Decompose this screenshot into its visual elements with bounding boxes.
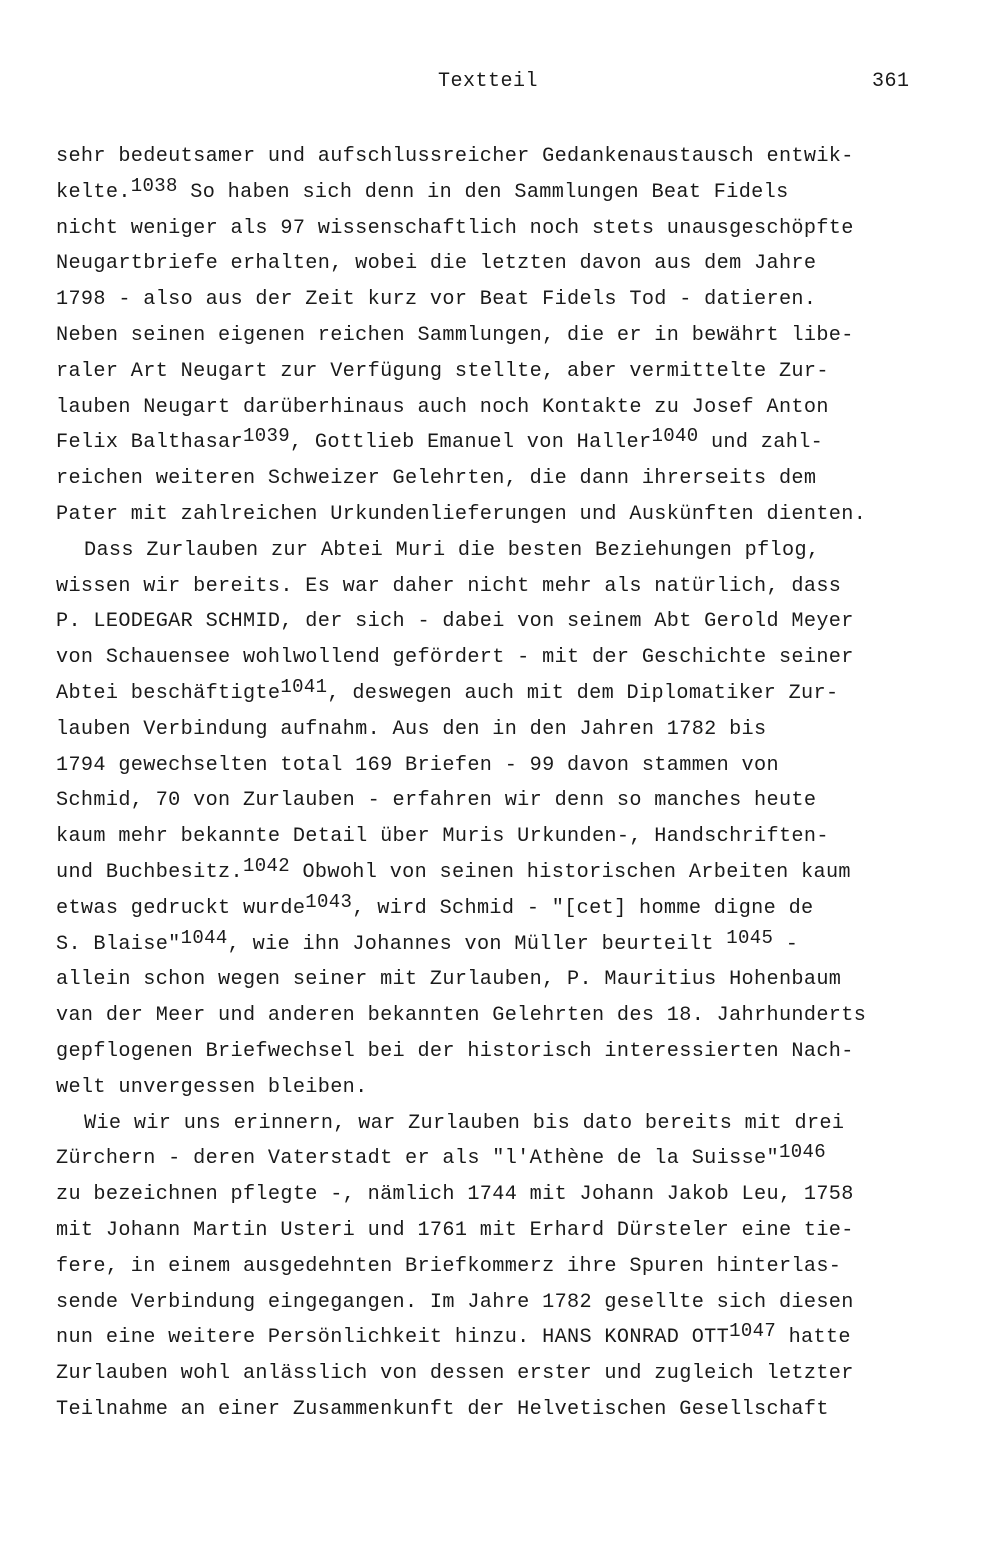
text-line: allein schon wegen seiner mit Zurlauben, P. Mauritius Hohenbaum xyxy=(56,968,842,992)
text-line: nicht weniger als 97 wissenschaftlich noch stets unausgeschöpfte xyxy=(56,216,854,240)
body-text xyxy=(56,139,956,1428)
text-line: lauben Neugart darüberhinaus auch noch Kontakte zu Josef Anton xyxy=(56,395,829,419)
text-line: von Schauensee wohlwollend gefördert - mit der Geschichte seiner xyxy=(56,646,854,670)
footnote-ref: 1047 xyxy=(729,1320,777,1343)
text-line: Dass Zurlauben zur Abtei Muri die besten Beziehungen pflog, xyxy=(84,538,820,562)
footnote-ref: 1045 xyxy=(726,926,774,949)
text-line: fere, in einem ausgedehnten Briefkommerz ihre Spuren hinterlas- xyxy=(56,1254,842,1278)
text-line: P. LEODEGAR SCHMID, der sich - dabei von seinem Abt Gerold Meyer xyxy=(56,610,854,634)
footnote-ref: 1038 xyxy=(130,174,178,197)
footnote-ref: 1039 xyxy=(242,425,290,448)
text-line: Zürchern - deren Vaterstadt er als "l'Athène de la Suisse"$^{1046}$ xyxy=(56,1141,826,1171)
text-line: 1794 gewechselten total 169 Briefen - 99 davon stammen von xyxy=(56,753,779,777)
text-line: welt unvergessen bleiben. xyxy=(56,1075,368,1099)
text-line: sende Verbindung eingegangen. Im Jahre 1782 gesellte sich diesen xyxy=(56,1290,854,1314)
text-line: lauben Verbindung aufnahm. Aus den in den Jahren 1782 bis xyxy=(56,717,767,741)
text-line: nun eine weitere Persönlichkeit hinzu. HANS KONRAD $OTT^{1047}$ hatte xyxy=(56,1320,851,1350)
text-line: Pater mit zahlreichen Urkundenlieferungen und Auskünften dienten. xyxy=(56,502,867,526)
running-header-title: Textteil xyxy=(438,70,539,93)
text-line: Neugartbriefe erhalten, wobei die letzten davon aus dem Jahre xyxy=(56,252,817,276)
text-line: 1798 - also aus der Zeit kurz vor Beat Fidels Tod - datieren. xyxy=(56,288,817,312)
footnote-ref: 1046 xyxy=(778,1141,826,1164)
footnote-ref: 1041 xyxy=(280,675,328,698)
page-number: 361 xyxy=(872,70,910,93)
footnote-ref: 1040 xyxy=(651,425,699,448)
text-line: mit Johann Martin Usteri und 1761 mit Erhard Dürsteler eine tie- xyxy=(56,1218,854,1242)
text-line: Wie wir uns erinnern, war Zurlauben bis dato bereits mit drei xyxy=(84,1111,845,1135)
text-line: Zurlauben wohl anlässlich von dessen erster und zugleich letzter xyxy=(56,1362,854,1386)
text-line: sehr bedeutsamer und aufschlussreicher Gedankenaustausch entwik- xyxy=(56,145,854,168)
footnote-ref: 1042 xyxy=(242,854,290,877)
footnote-ref: 1044 xyxy=(180,926,228,949)
text-line: etwas gedruckt wurde$^{1043}$, wird Schmid - "[cet] homme digne de xyxy=(56,890,814,920)
text-line: raler Art Neugart zur Verfügung stellte, aber vermittelte Zur- xyxy=(56,359,829,383)
text-line: reichen weiteren Schweizer Gelehrten, die dann ihrerseits dem xyxy=(56,467,817,491)
text-line: Teilnahme an einer Zusammenkunft der Helvetischen Gesellschaft xyxy=(56,1397,829,1421)
text-line: zu bezeichnen pflegte -, nämlich 1744 mit Johann Jakob Leu, 1758 xyxy=(56,1183,854,1207)
text-line: Abtei beschäftigte$^{1041}$, deswegen auch mit dem Diplomatiker Zur- xyxy=(56,675,839,705)
text-line: Schmid, 70 von Zurlauben - erfahren wir denn so manches heute xyxy=(56,789,817,813)
text-line: Felix Balthasar$^{1039}$, Gottlieb Emanuel von Haller$^{1040}$ und zahl- xyxy=(56,425,824,455)
text-line: S. Blaise"$^{1044}$, wie ihn Johannes von Müller beurteilt $^{1045}$ - xyxy=(56,926,799,956)
text-line: Neben seinen eigenen reichen Sammlungen, die er in bewährt libe- xyxy=(56,323,854,347)
footnote-ref: 1043 xyxy=(305,890,353,913)
text-line: wissen wir bereits. Es war daher nicht mehr als natürlich, dass xyxy=(56,574,842,598)
text-line: kelte.$^{1038}$ So haben sich denn in den Sammlungen Beat Fidels xyxy=(56,174,789,204)
text-line: van der Meer und anderen bekannten Gelehrten des 18. Jahrhunderts xyxy=(56,1004,867,1028)
text-line: und Buchbesitz.$^{1042}$ Obwohl von seinen historischen Arbeiten kaum xyxy=(56,854,851,884)
text-line: kaum mehr bekannte Detail über Muris Urkunden-, Handschriften- xyxy=(56,825,829,849)
text-line: gepflogenen Briefwechsel bei der historisch interessierten Nach- xyxy=(56,1039,854,1063)
